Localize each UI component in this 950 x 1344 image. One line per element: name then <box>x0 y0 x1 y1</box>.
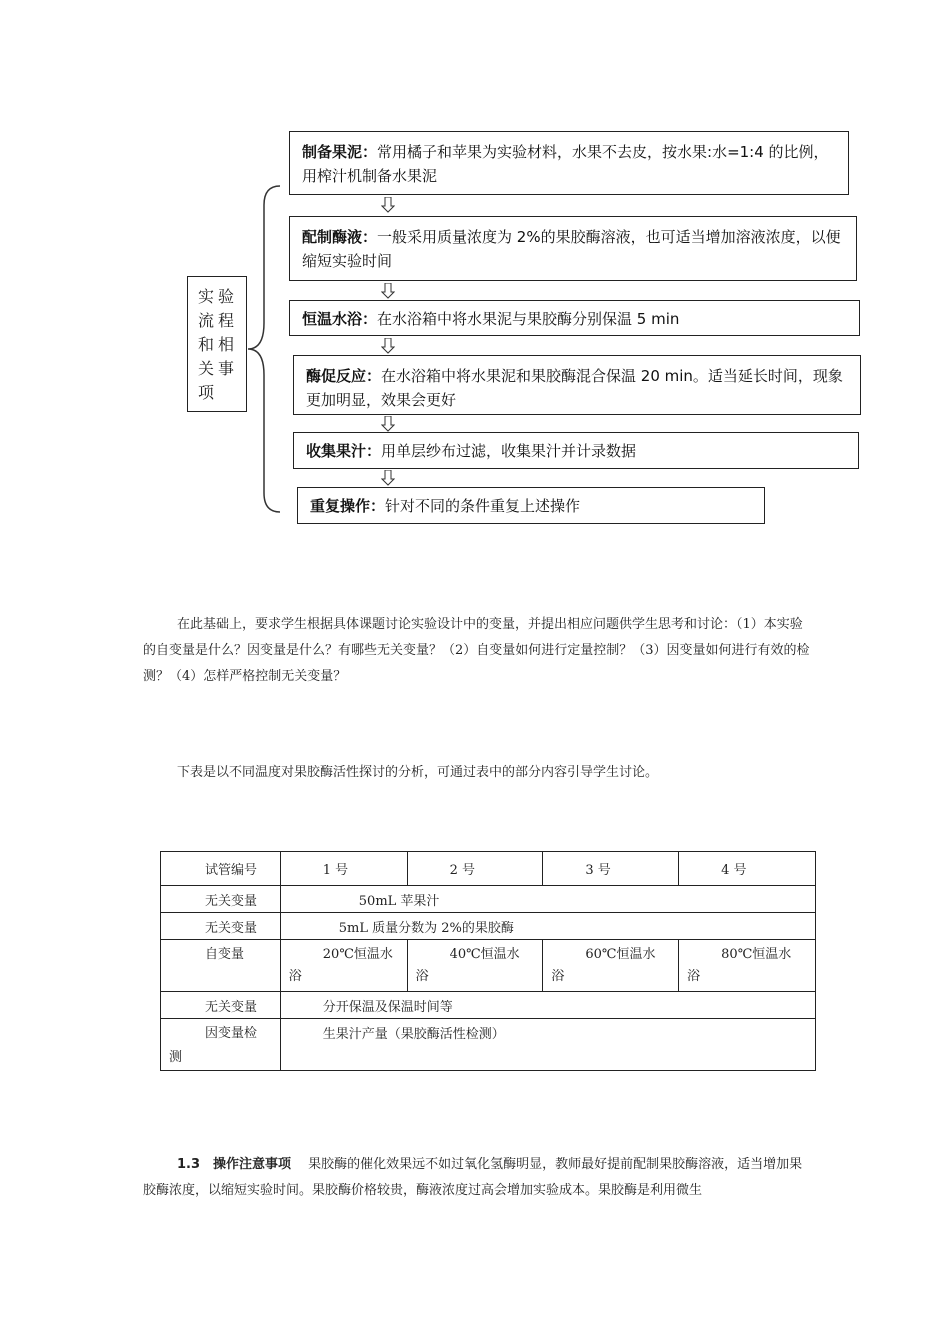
curly-brace <box>244 183 284 515</box>
flow-step-6: 重复操作：针对不同的条件重复上述操作 <box>297 487 765 524</box>
table-row: 无关变量 50mL 苹果汁 <box>161 886 816 913</box>
table-header-cell: 1 号 <box>280 852 407 886</box>
paragraph-notes: 1.3 操作注意事项 果胶酶的催化效果远不如过氧化氢酶明显，教师最好提前配制果胶酶溶液，适当增加果胶酶浓度，以缩短实验时间。果胶酶价格较贵，酶液浓度过高会增加实验成本。果胶酶是利用微生 <box>143 1157 803 1198</box>
table-header-cell: 试管编号 <box>161 852 281 886</box>
flow-step-3: 恒温水浴：在水浴箱中将水果泥与果胶酶分别保温 5 min <box>289 300 860 336</box>
down-arrow-icon <box>381 197 395 213</box>
table-header-cell: 3 号 <box>543 852 679 886</box>
flow-side-label: 实验流程和相关事项 <box>187 276 247 412</box>
down-arrow-icon <box>381 416 395 432</box>
table-row: 因变量检 测 生果汁产量（果胶酶活性检测） <box>161 1019 816 1071</box>
down-arrow-icon <box>381 283 395 299</box>
flow-step-2: 配制酶液：一般采用质量浓度为 2%的果胶酶溶液，也可适当增加溶液浓度，以便缩短实验时间 <box>289 216 857 281</box>
table-row: 无关变量 分开保温及保温时间等 <box>161 992 816 1019</box>
table-header-cell: 4 号 <box>679 852 816 886</box>
down-arrow-icon <box>381 470 395 486</box>
flow-step-1: 制备果泥：常用橘子和苹果为实验材料，水果不去皮，按水果:水=1:4 的比例，用榨汁机制备水果泥 <box>289 131 849 195</box>
table-header-cell: 2 号 <box>407 852 543 886</box>
table-row: 无关变量 5mL 质量分数为 2%的果胶酶 <box>161 913 816 940</box>
temperature-table <box>160 851 816 1071</box>
paragraph-table-intro: 下表是以不同温度对果胶酶活性探讨的分析，可通过表中的部分内容引导学生讨论。 <box>177 765 659 780</box>
flow-step-5: 收集果汁：用单层纱布过滤，收集果汁并计录数据 <box>293 432 859 469</box>
paragraph-discussion: 在此基础上，要求学生根据具体课题讨论实验设计中的变量，并提出相应问题供学生思考和讨论：（1）本实验的自变量是什么？因变量是什么？有哪些无关变量？（2）自变量如何进行定量控制？（3）因变量如何进行有效的检测？（4）怎样严格控制无关变量？ <box>143 617 810 684</box>
flow-step-4: 酶促反应：在水浴箱中将水果泥和果胶酶混合保温 20 min。适当延长时间，现象更加明显，效果会更好 <box>293 355 861 415</box>
down-arrow-icon <box>381 338 395 354</box>
table-row: 自变量 20℃恒温水 浴 40℃恒温水 浴 60℃恒温水 浴 80℃恒温水 浴 <box>161 940 816 992</box>
section-heading: 1.3 操作注意事项 <box>177 1157 292 1172</box>
table-header-row <box>161 852 816 886</box>
